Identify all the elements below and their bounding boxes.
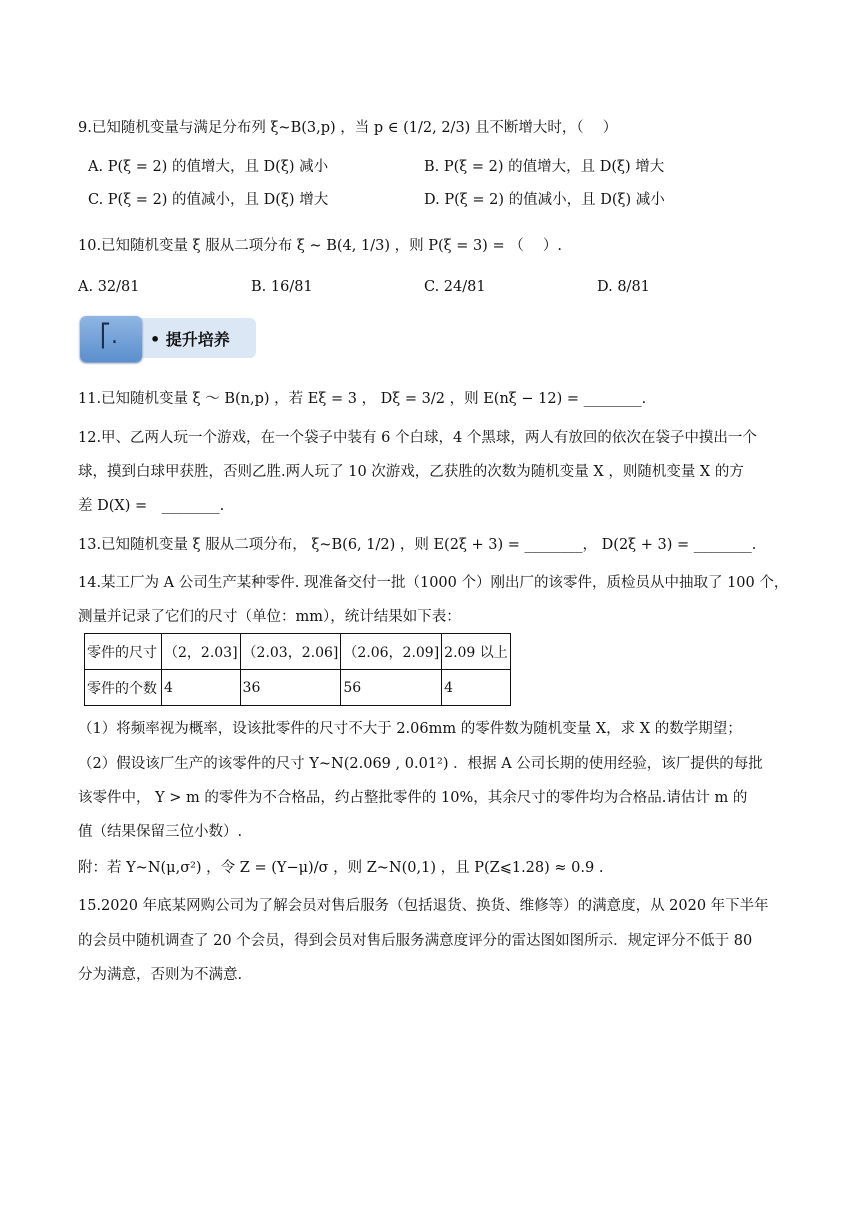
- table-cell: （2，2.03]: [162, 634, 241, 670]
- q10-option-b[interactable]: B. 16/81: [251, 279, 313, 295]
- table-cell: 零件的个数: [85, 670, 162, 706]
- section-banner: [80, 316, 256, 362]
- q9-stem: 9.已知随机变量与满足分布列 ξ~B(3,p) ，当 p ∈ (1/2, 2/3) 且不断增大时，（ ）: [78, 120, 618, 136]
- q15-line-3: 分为满意，否则为不满意.: [78, 967, 243, 983]
- q14-note: 附：若 Y~N(μ,σ²) ，令 Z = (Y−μ)/σ ，则 Z~N(0,1) ，且 P(Z⩽1.28) ≈ 0.9 .: [78, 860, 604, 876]
- q14-part-2-line-1: （2）假设该厂生产的该零件的尺寸 Y~N(2.069 , 0.01²) ．根据 A 公司长期的使用经验，该厂提供的每批: [78, 756, 763, 772]
- table-cell: 2.09 以上: [442, 634, 511, 670]
- q14-part-1: （1）将频率视为概率，设该批零件的尺寸不大于 2.06mm 的零件数为随机变量 X，求 X 的数学期望；: [78, 721, 742, 737]
- q15-line-1: 15.2020 年底某网购公司为了解会员对售后服务（包括退货、换货、维修等）的满意度，从 2020 年下半年: [78, 898, 769, 914]
- table-cell: 4: [162, 670, 241, 706]
- q13-stem: 13.已知随机变量 ξ 服从二项分布， ξ~B(6, 1/2) ，则 E(2ξ + 3) = ________， D(2ξ + 3) = ________.: [78, 537, 757, 553]
- q9-option-b[interactable]: B. P(ξ = 2) 的值增大，且 D(ξ) 增大: [424, 159, 665, 175]
- section-title: • 提升培养: [150, 330, 230, 349]
- q12-line-1: 12.甲、乙两人玩一个游戏，在一个袋子中装有 6 个白球，4 个黑球，两人有放回的依次在袋子中摸出一个: [78, 430, 757, 446]
- table-cell: 56: [341, 670, 442, 706]
- q12-line-2: 球，摸到白球甲获胜，否则乙胜.两人玩了 10 次游戏，乙获胜的次数为随机变量 X ，则随机变量 X 的方: [78, 464, 744, 480]
- table-cell: （2.03，2.06]: [240, 634, 341, 670]
- q10-option-a[interactable]: A. 32/81: [78, 279, 140, 295]
- table-cell: 4: [442, 670, 511, 706]
- bracket-icon: ⎡.: [100, 324, 118, 349]
- q14-line-1: 14.某工厂为 A 公司生产某种零件. 现准备交付一批（1000 个）刚出厂的该零件，质检员从中抽取了 100 个，: [78, 575, 789, 591]
- table-row: [85, 634, 511, 670]
- q14-part-2-line-3: 值（结果保留三位小数）.: [78, 824, 243, 840]
- q14-line-2: 测量并记录了它们的尺寸（单位：mm），统计结果如下表：: [78, 609, 461, 625]
- q9-option-c[interactable]: C. P(ξ = 2) 的值减小，且 D(ξ) 增大: [88, 192, 329, 208]
- q9-option-a[interactable]: A. P(ξ = 2) 的值增大，且 D(ξ) 减小: [88, 159, 329, 175]
- q14-part-2-line-2: 该零件中， Y > m 的零件为不合格品，约占整批零件的 10%，其余尺寸的零件均为合格品.请估计 m 的: [78, 790, 748, 806]
- table-cell: 零件的尺寸: [85, 634, 162, 670]
- table-cell: 36: [240, 670, 341, 706]
- q10-stem: 10.已知随机变量 ξ 服从二项分布 ξ ~ B(4, 1/3) ，则 P(ξ = 3) = （ ）.: [78, 238, 562, 254]
- table-cell: （2.06，2.09]: [341, 634, 442, 670]
- q12-line-3: 差 D(X) = ________.: [78, 498, 225, 514]
- table-row: [85, 670, 511, 706]
- q15-line-2: 的会员中随机调查了 20 个会员，得到会员对售后服务满意度评分的雷达图如图所示．规定评分不低于 80: [78, 933, 753, 949]
- q10-option-c[interactable]: C. 24/81: [424, 279, 486, 295]
- size-table: [84, 633, 511, 706]
- q9-option-d[interactable]: D. P(ξ = 2) 的值减小，且 D(ξ) 减小: [424, 192, 665, 208]
- q11-stem: 11.已知随机变量 ξ ～ B(n,p) ，若 Eξ = 3 ， Dξ = 3/2 ，则 E(nξ − 12) = ________.: [78, 391, 647, 407]
- q10-option-d[interactable]: D. 8/81: [597, 279, 650, 295]
